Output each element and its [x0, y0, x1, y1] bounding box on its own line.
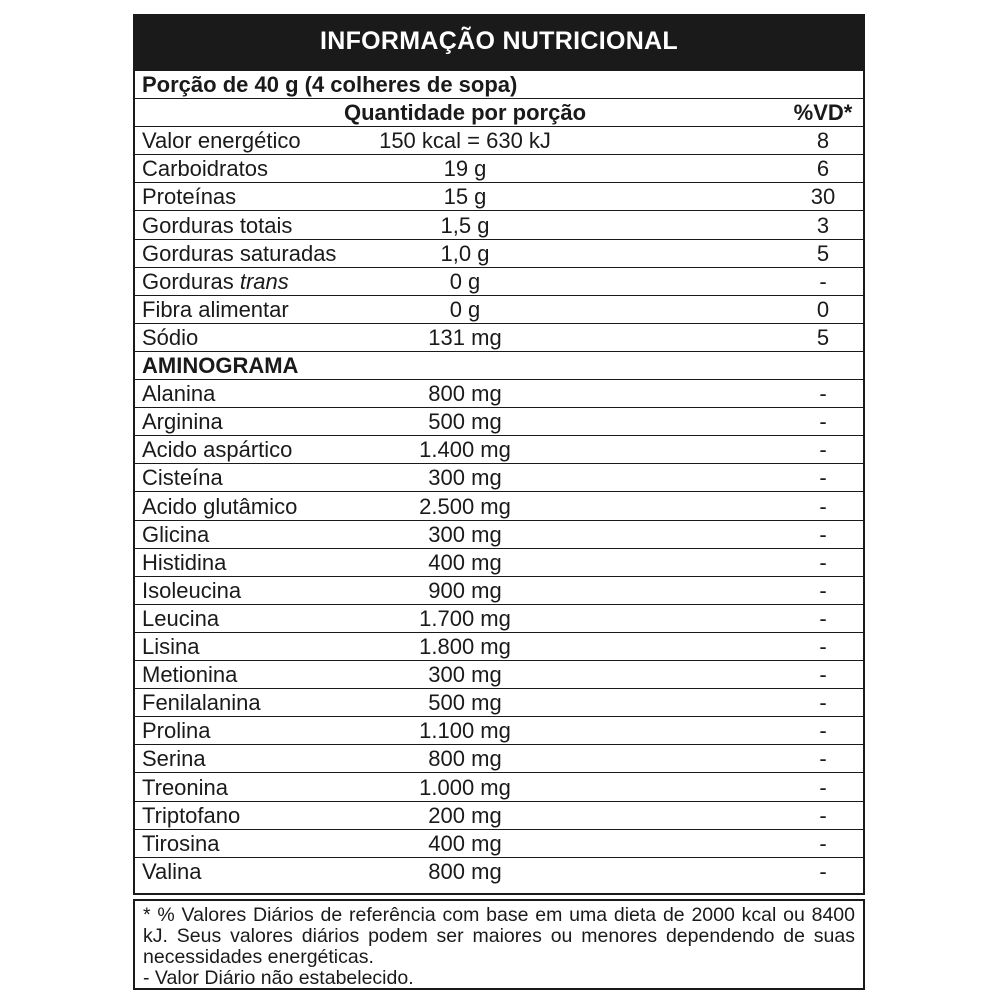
amino-acid-name: Isoleucina [142, 577, 242, 603]
label-title: INFORMAÇÃO NUTRICIONAL [133, 14, 865, 69]
amino-acid-name: Treonina [142, 774, 229, 800]
nutrient-name: Sódio [142, 324, 199, 350]
amino-acid-quantity: 1.000 mg [419, 774, 511, 800]
nutrient-dv: 6 [816, 156, 830, 182]
nutrient-name: Proteínas [142, 184, 237, 210]
nutrient-quantity: 1,5 g [440, 212, 490, 238]
nutrient-dv: 0 [816, 296, 830, 322]
nutrient-row [135, 183, 863, 211]
amino-acid-dv: - [819, 774, 827, 800]
nutrient-name-italic: trans [239, 268, 289, 294]
amino-acid-dv: - [819, 409, 827, 435]
amino-acid-quantity: 2.500 mg [419, 493, 511, 519]
amino-acid-row [135, 521, 863, 549]
column-header-row [135, 99, 863, 127]
amino-acid-quantity: 400 mg [428, 830, 502, 856]
amino-acid-dv: - [819, 830, 827, 856]
nutrient-dv: 3 [816, 212, 830, 238]
aminogram-header-row [135, 352, 863, 380]
nutrient-quantity: 15 g [443, 184, 487, 210]
amino-acid-row [135, 549, 863, 577]
amino-acid-dv: - [819, 437, 827, 463]
nutrient-name: Gorduras saturadas [142, 240, 337, 266]
nutrient-quantity: 1,0 g [440, 240, 490, 266]
amino-acid-dv: - [819, 690, 827, 716]
amino-acid-name: Alanina [142, 381, 216, 407]
amino-acid-quantity: 1.700 mg [419, 605, 511, 631]
amino-acid-quantity: 900 mg [428, 577, 502, 603]
nutrient-row [135, 324, 863, 352]
footnote-dv-reference: * % Valores Diários de referência com base em uma dieta de 2000 kcal ou 8400 kJ. Seus valores diários podem ser maiores ou menores dependendo de suas necessidades energéticas. [143, 904, 855, 968]
amino-acid-name: Triptofano [142, 802, 241, 828]
amino-acid-dv: - [819, 605, 827, 631]
nutrient-row [135, 268, 863, 296]
amino-acid-name: Metionina [142, 662, 238, 688]
amino-acid-dv: - [819, 746, 827, 772]
amino-acid-quantity: 300 mg [428, 465, 502, 491]
nutrient-dv: - [819, 268, 827, 294]
nutrient-row [135, 240, 863, 268]
nutrient-row [135, 127, 863, 155]
amino-acid-quantity: 800 mg [428, 746, 502, 772]
amino-acid-quantity: 300 mg [428, 662, 502, 688]
amino-acid-quantity: 500 mg [428, 690, 502, 716]
amino-acid-dv: - [819, 549, 827, 575]
amino-acid-row [135, 774, 863, 802]
nutrient-row [135, 212, 863, 240]
nutrient-quantity: 131 mg [428, 324, 502, 350]
aminogram-header: AMINOGRAMA [142, 353, 299, 378]
amino-acid-row [135, 830, 863, 858]
nutrition-table [133, 69, 865, 895]
nutrient-name: Fibra alimentar [142, 296, 289, 322]
amino-acid-row [135, 605, 863, 633]
amino-acid-name: Fenilalanina [142, 690, 261, 716]
amino-acid-row [135, 689, 863, 717]
amino-acid-name: Acido glutâmico [142, 493, 298, 519]
amino-acid-row [135, 464, 863, 492]
amino-acid-name: Prolina [142, 718, 211, 744]
amino-acid-row [135, 661, 863, 689]
amino-acid-quantity: 1.800 mg [419, 634, 511, 659]
amino-acid-name: Acido aspártico [142, 437, 293, 463]
amino-acid-name: Cisteína [142, 465, 223, 491]
amino-acid-name: Leucina [142, 605, 220, 631]
amino-acid-dv: - [819, 802, 827, 828]
amino-acid-row [135, 802, 863, 830]
amino-acid-row [135, 408, 863, 436]
amino-acid-dv: - [819, 662, 827, 688]
amino-acid-quantity: 800 mg [428, 381, 502, 407]
nutrient-name: Carboidratos [142, 156, 268, 182]
amino-acid-quantity: 400 mg [428, 549, 502, 575]
amino-acid-name: Glicina [142, 521, 210, 547]
nutrient-quantity: 0 g [449, 296, 481, 322]
amino-acid-quantity: 1.100 mg [419, 718, 511, 744]
amino-acid-row [135, 633, 863, 661]
amino-acid-name: Tirosina [142, 830, 220, 856]
nutrient-dv: 5 [816, 240, 830, 266]
amino-acid-quantity: 500 mg [428, 409, 502, 435]
amino-acid-dv: - [819, 493, 827, 519]
amino-acid-row [135, 436, 863, 464]
amino-acid-name: Lisina [142, 634, 200, 659]
nutrient-dv: 30 [810, 184, 836, 210]
amino-acid-quantity: 200 mg [428, 802, 502, 828]
nutrient-name-prefix: Gorduras [142, 268, 240, 294]
serving-size: Porção de 40 g (4 colheres de sopa) [142, 72, 518, 97]
amino-acid-quantity: 1.400 mg [419, 437, 511, 463]
amino-acid-dv: - [819, 858, 827, 884]
nutrient-quantity: 19 g [443, 156, 487, 182]
nutrient-row [135, 155, 863, 183]
amino-acid-name: Histidina [142, 549, 227, 575]
amino-acid-dv: - [819, 718, 827, 744]
amino-acid-name: Valina [142, 858, 202, 884]
amino-acid-row [135, 858, 863, 886]
nutrient-dv: 8 [816, 128, 830, 154]
amino-acid-dv: - [819, 634, 827, 659]
amino-acid-name: Arginina [142, 409, 223, 435]
footnote [133, 899, 865, 990]
quantity-column-header: Quantidade por porção [343, 100, 587, 126]
nutrient-dv: 5 [816, 324, 830, 350]
amino-acid-dv: - [819, 577, 827, 603]
nutrition-label [133, 14, 865, 990]
nutrient-quantity: 150 kcal = 630 kJ [379, 128, 551, 154]
nutrient-quantity: 0 g [449, 268, 481, 294]
amino-acid-row [135, 717, 863, 745]
amino-acid-quantity: 300 mg [428, 521, 502, 547]
nutrient-row [135, 296, 863, 324]
amino-acid-dv: - [819, 465, 827, 491]
amino-acid-name: Serina [142, 746, 206, 772]
amino-acid-dv: - [819, 521, 827, 547]
amino-acid-row [135, 380, 863, 408]
dv-column-header: %VD* [793, 100, 853, 126]
footnote-dv-not-established: - Valor Diário não estabelecido. [143, 967, 414, 989]
amino-acid-row [135, 577, 863, 605]
amino-acid-row [135, 745, 863, 773]
nutrient-name [142, 268, 289, 296]
amino-acid-row [135, 493, 863, 521]
amino-acid-dv: - [819, 381, 827, 407]
amino-acid-quantity: 800 mg [428, 858, 502, 884]
serving-row [135, 71, 863, 99]
nutrient-name: Valor energético [142, 128, 301, 154]
nutrient-name: Gorduras totais [142, 212, 293, 238]
